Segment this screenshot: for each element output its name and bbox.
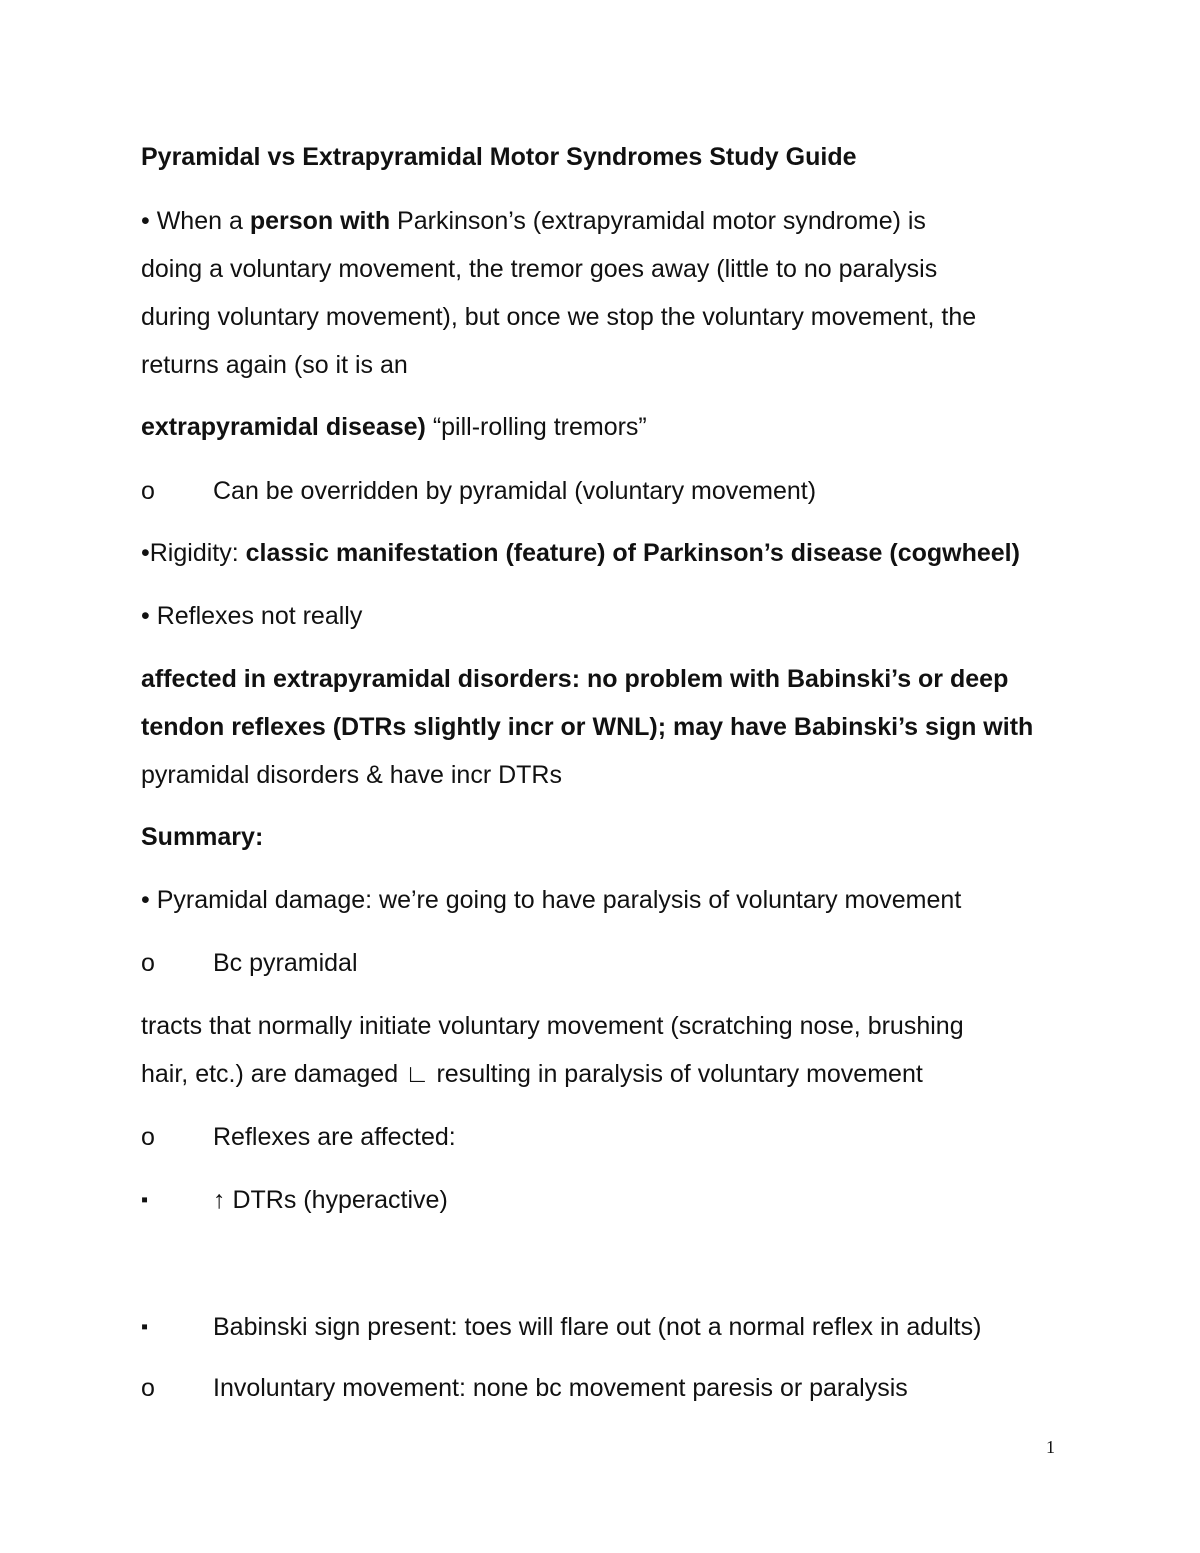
bold-run: extrapyramidal disease) xyxy=(141,413,433,441)
parkinson-paragraph-line-2: doing a voluntary movement, the tremor goes away (little to no paralysis xyxy=(141,255,938,283)
reflexes-paragraph-line-1: affected in extrapyramidal disorders: no problem with Babinski’s or deep xyxy=(141,665,1009,693)
tracts-paragraph-line-1: tracts that normally initiate voluntary movement (scratching nose, brushing xyxy=(141,1012,964,1040)
rigidity-line xyxy=(141,537,1020,569)
pyramidal-damage-line: • Pyramidal damage: we’re going to have paralysis of voluntary movement xyxy=(141,886,962,914)
list-item-text: ↑ DTRs (hyperactive) xyxy=(213,1186,448,1214)
list-marker: o xyxy=(141,949,155,977)
extrapyramidal-disease-line xyxy=(141,411,647,443)
list-marker: o xyxy=(141,1123,155,1151)
list-item-text: Babinski sign present: toes will flare out (not a normal reflex in adults) xyxy=(213,1313,982,1341)
list-item-text: Reflexes are affected: xyxy=(213,1123,456,1151)
page-number: 1 xyxy=(1046,1437,1055,1457)
list-marker: o xyxy=(141,1374,155,1402)
text-run: “pill-rolling tremors” xyxy=(432,413,647,441)
parkinson-paragraph-line-1 xyxy=(141,205,926,237)
reflexes-paragraph-line-2: tendon reflexes (DTRs slightly incr or WNL); may have Babinski’s sign with xyxy=(141,713,1034,741)
list-marker: o xyxy=(141,477,155,505)
summary-heading: Summary: xyxy=(141,823,264,851)
reflexes-line: • Reflexes not really xyxy=(141,602,363,630)
reflexes-paragraph-line-3: pyramidal disorders & have incr DTRs xyxy=(141,761,562,789)
text-run: •Rigidity: xyxy=(141,539,246,567)
list-item-text: Involuntary movement: none bc movement paresis or paralysis xyxy=(213,1374,908,1402)
square-bullet: ▪ xyxy=(141,1316,149,1338)
list-item-text: Bc pyramidal xyxy=(213,949,358,977)
tracts-paragraph-line-2: hair, etc.) are damaged ∟ resulting in paralysis of voluntary movement xyxy=(141,1060,923,1088)
bold-run: person with xyxy=(249,207,391,235)
parkinson-paragraph-line-4: returns again (so it is an xyxy=(141,351,408,379)
parkinson-paragraph-line-3: during voluntary movement), but once we stop the voluntary movement, the xyxy=(141,303,977,331)
text-run: Parkinson’s (extrapyramidal motor syndrome) is xyxy=(390,207,926,235)
bold-run: classic manifestation (feature) of Parkinson’s disease (cogwheel) xyxy=(245,539,1020,567)
list-item-text: Can be overridden by pyramidal (voluntary movement) xyxy=(213,477,817,505)
text-run: • When a xyxy=(141,207,250,235)
document-title: Pyramidal vs Extrapyramidal Motor Syndromes Study Guide xyxy=(141,143,857,171)
square-bullet: ▪ xyxy=(141,1189,149,1211)
